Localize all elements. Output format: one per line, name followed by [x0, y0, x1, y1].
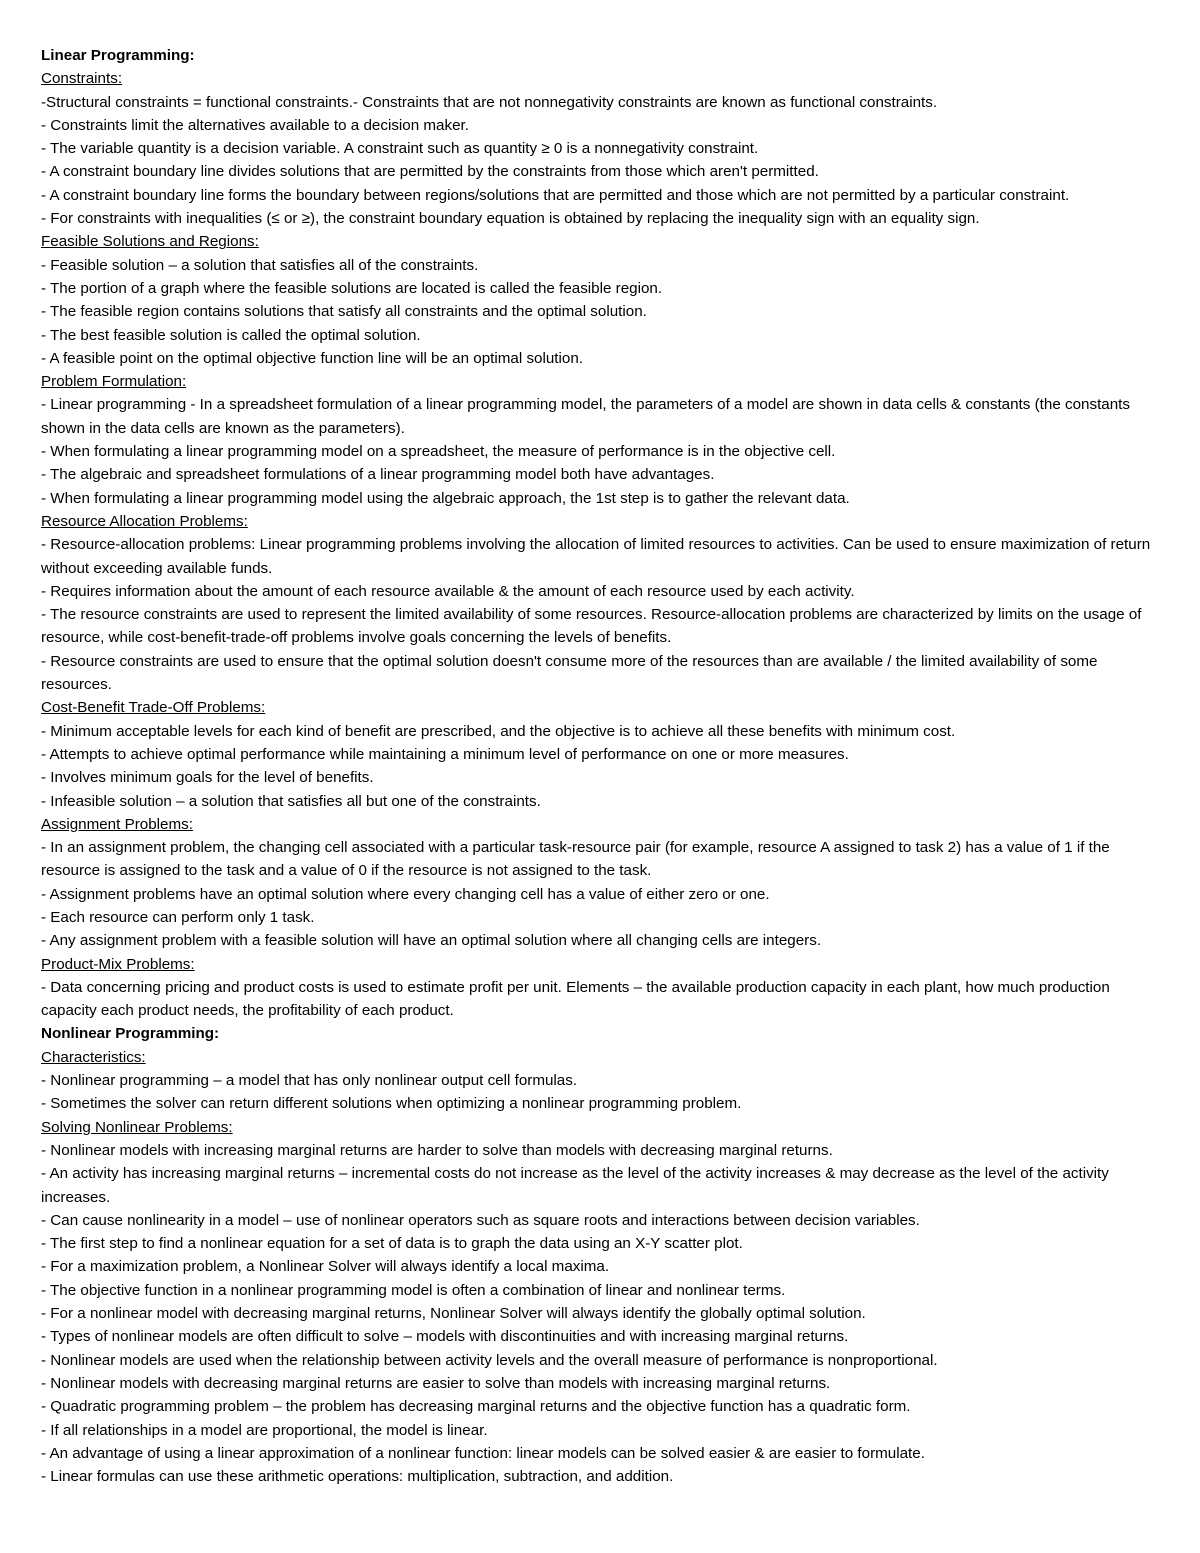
list-item: - The variable quantity is a decision variable. A constraint such as quantity ≥ 0 is a nonnegativity constraint. — [41, 140, 759, 158]
list-item: - Involves minimum goals for the level of benefits. — [41, 769, 374, 787]
list-item: - Linear programming - In a spreadsheet formulation of a linear programming model, the parameters of a model are shown in data cells & constants (the constants shown in the data cells are known as the parameters). — [41, 396, 1130, 437]
list-item: - For a maximization problem, a Nonlinear Solver will always identify a local maxima. — [41, 1258, 610, 1276]
list-item: - Can cause nonlinearity in a model – use of nonlinear operators such as square roots and interactions between decision variables. — [41, 1211, 920, 1229]
list-item: - When formulating a linear programming model using the algebraic approach, the 1st step is to gather the relevant data. — [41, 489, 850, 507]
subsection-heading: Constraints: — [41, 70, 123, 88]
list-item: - An advantage of using a linear approximation of a nonlinear function: linear models can be solved easier & are easier to formulate. — [41, 1444, 925, 1462]
list-item: - The feasible region contains solutions that satisfy all constraints and the optimal solution. — [41, 303, 647, 321]
subsection-heading: Solving Nonlinear Problems: — [41, 1118, 233, 1136]
list-item: - Nonlinear models are used when the relationship between activity levels and the overall measure of performance is nonproportional. — [41, 1351, 938, 1369]
list-item: - Attempts to achieve optimal performance while maintaining a minimum level of performance on one or more measures. — [41, 745, 849, 763]
list-item: - Nonlinear models with decreasing marginal returns are easier to solve than models with increasing marginal returns. — [41, 1374, 831, 1392]
subsection-heading: Cost-Benefit Trade-Off Problems: — [41, 699, 266, 717]
list-item: - Each resource can perform only 1 task. — [41, 908, 315, 926]
list-item: - Any assignment problem with a feasible solution will have an optimal solution where all changing cells are integers. — [41, 932, 822, 950]
list-item: - Linear formulas can use these arithmetic operations: multiplication, subtraction, and addition. — [41, 1468, 674, 1486]
subsection-heading: Feasible Solutions and Regions: — [41, 233, 259, 251]
list-item: - The algebraic and spreadsheet formulations of a linear programming model both have advantages. — [41, 466, 715, 484]
list-item: - A constraint boundary line forms the boundary between regions/solutions that are permitted and those which are not permitted by a particular constraint. — [41, 186, 1070, 204]
list-item: - Resource constraints are used to ensure that the optimal solution doesn't consume more of the resources than are available / the limited availability of some resources. — [41, 652, 1098, 694]
list-item: - Sometimes the solver can return different solutions when optimizing a nonlinear programming problem. — [41, 1095, 742, 1113]
subsection-heading: Assignment Problems: — [41, 815, 193, 833]
list-item: -Structural constraints = functional constraints.- Constraints that are not nonnegativity constraints are known as functional constraints. — [41, 93, 938, 111]
list-item: - Assignment problems have an optimal solution where every changing cell has a value of either zero or one. — [41, 885, 770, 903]
list-item: - In an assignment problem, the changing cell associated with a particular task-resource pair (for example, resource A assigned to task 2) has a value of 1 if the resource is assigned to the task and a value of 0 if the resource is not assigned to the task. — [41, 839, 1110, 880]
list-item: - The first step to find a nonlinear equation for a set of data is to graph the data using an X-Y scatter plot. — [41, 1235, 743, 1253]
subsection-heading: Characteristics: — [41, 1048, 146, 1066]
list-item: - For constraints with inequalities (≤ or ≥), the constraint boundary equation is obtained by replacing the inequality sign with an equality sign. — [41, 210, 980, 228]
list-item: - Requires information about the amount of each resource available & the amount of each resource used by each activity. — [41, 582, 855, 600]
list-item: - Types of nonlinear models are often difficult to solve – models with discontinuities and with increasing marginal returns. — [41, 1328, 849, 1346]
list-item: - Infeasible solution – a solution that satisfies all but one of the constraints. — [41, 792, 541, 810]
list-item: - A constraint boundary line divides solutions that are permitted by the constraints from those which aren't permitted. — [41, 163, 819, 181]
list-item: - The resource constraints are used to represent the limited availability of some resources. Resource-allocation problems are characterized by limits on the usage of resource, while cost-benefit-trade-off problems involve goals concerning the levels of benefits. — [41, 606, 1142, 647]
list-item: - Feasible solution – a solution that satisfies all of the constraints. — [41, 256, 479, 274]
list-item: - When formulating a linear programming model on a spreadsheet, the measure of performance is in the objective cell. — [41, 443, 836, 461]
list-item: - Minimum acceptable levels for each kind of benefit are prescribed, and the objective is to achieve all these benefits with minimum cost. — [41, 722, 956, 740]
subsection-heading: Resource Allocation Problems: — [41, 512, 248, 530]
list-item: - Quadratic programming problem – the problem has decreasing marginal returns and the objective function has a quadratic form. — [41, 1398, 911, 1416]
list-item: - Nonlinear programming – a model that has only nonlinear output cell formulas. — [41, 1072, 578, 1090]
list-item: - The objective function in a nonlinear programming model is often a combination of linear and nonlinear terms. — [41, 1281, 786, 1299]
list-item: - Nonlinear models with increasing marginal returns are harder to solve than models with decreasing marginal returns. — [41, 1141, 833, 1159]
list-item: - An activity has increasing marginal returns – incremental costs do not increase as the level of the activity increases & may decrease as the level of the activity increases. — [41, 1165, 1109, 1206]
list-item: - A feasible point on the optimal objective function line will be an optimal solution. — [41, 349, 584, 367]
list-item: - Data concerning pricing and product costs is used to estimate profit per unit. Elements – the available production capacity in each plant, how much production capacity each product needs, the profitability of each product. — [41, 978, 1110, 1020]
list-item: - If all relationships in a model are proportional, the model is linear. — [41, 1421, 488, 1439]
list-item: - Constraints limit the alternatives available to a decision maker. — [41, 116, 469, 134]
list-item: - The best feasible solution is called the optimal solution. — [41, 326, 421, 344]
list-item: - The portion of a graph where the feasible solutions are located is called the feasible region. — [41, 279, 663, 297]
section-title: Nonlinear Programming: — [41, 1025, 220, 1043]
subsection-heading: Product-Mix Problems: — [41, 955, 195, 973]
list-item: - For a nonlinear model with decreasing marginal returns, Nonlinear Solver will always identify the globally optimal solution. — [41, 1305, 866, 1323]
subsection-heading: Problem Formulation: — [41, 373, 187, 391]
list-item: - Resource-allocation problems: Linear programming problems involving the allocation of limited resources to activities. Can be used to ensure maximization of return without exceeding available funds. — [41, 536, 1151, 577]
section-title: Linear Programming: — [41, 47, 195, 64]
